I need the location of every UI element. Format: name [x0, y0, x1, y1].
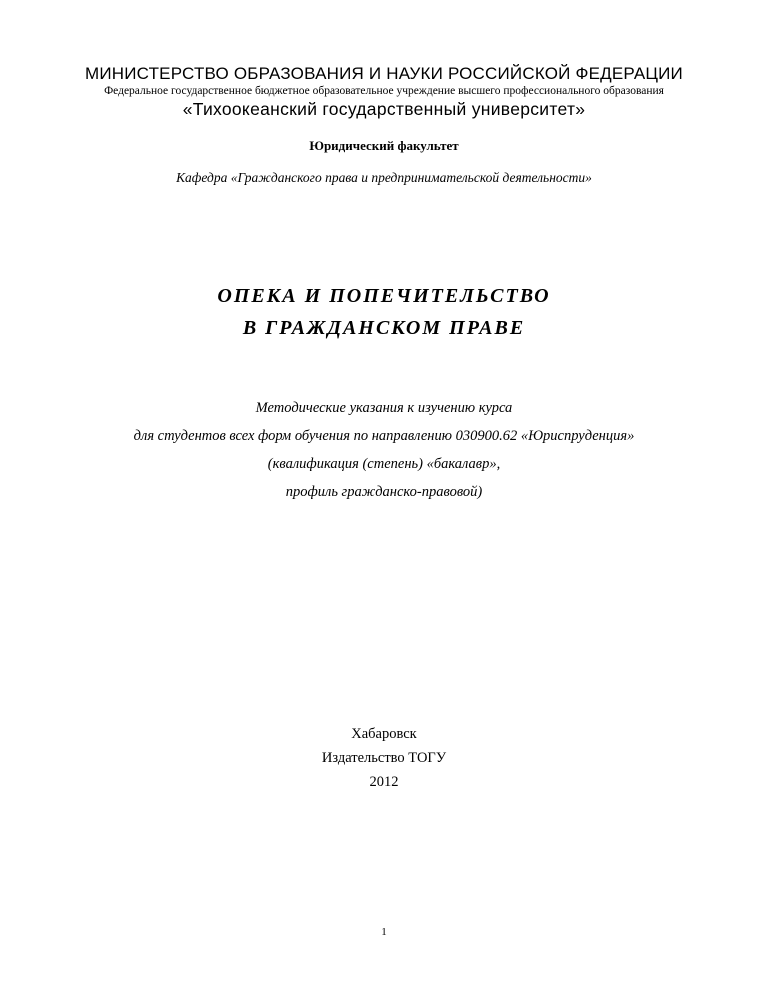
imprint-publisher: Издательство ТОГУ — [321, 750, 447, 766]
description-line-2: для студентов всех форм обучения по направлению 030900.62 «Юриспруденция» — [133, 428, 635, 444]
imprint-city: Хабаровск — [351, 726, 417, 742]
description-line-3: (квалификация (степень) «бакалавр», — [267, 456, 501, 472]
document-title-line-1: ОПЕКА И ПОПЕЧИТЕЛЬСТВО — [217, 285, 551, 307]
description-line-1: Методические указания к изучению курса — [255, 400, 513, 416]
department-name: Кафедра «Гражданского права и предпринимательской деятельности» — [176, 170, 592, 185]
faculty-name: Юридический факультет — [309, 138, 459, 153]
page-number: 1 — [381, 926, 387, 938]
ministry-heading: МИНИСТЕРСТВО ОБРАЗОВАНИЯ И НАУКИ РОССИЙСКОЙ ФЕДЕРАЦИИ — [85, 64, 683, 83]
federal-institution-line: Федеральное государственное бюджетное образовательное учреждение высшего профессионального образования — [104, 85, 664, 97]
imprint-year: 2012 — [369, 774, 399, 790]
document-title-line-2: В ГРАЖДАНСКОМ ПРАВЕ — [242, 317, 526, 339]
description-line-4: профиль гражданско-правовой) — [285, 484, 483, 500]
university-name: «Тихоокеанский государственный университет» — [182, 99, 586, 119]
